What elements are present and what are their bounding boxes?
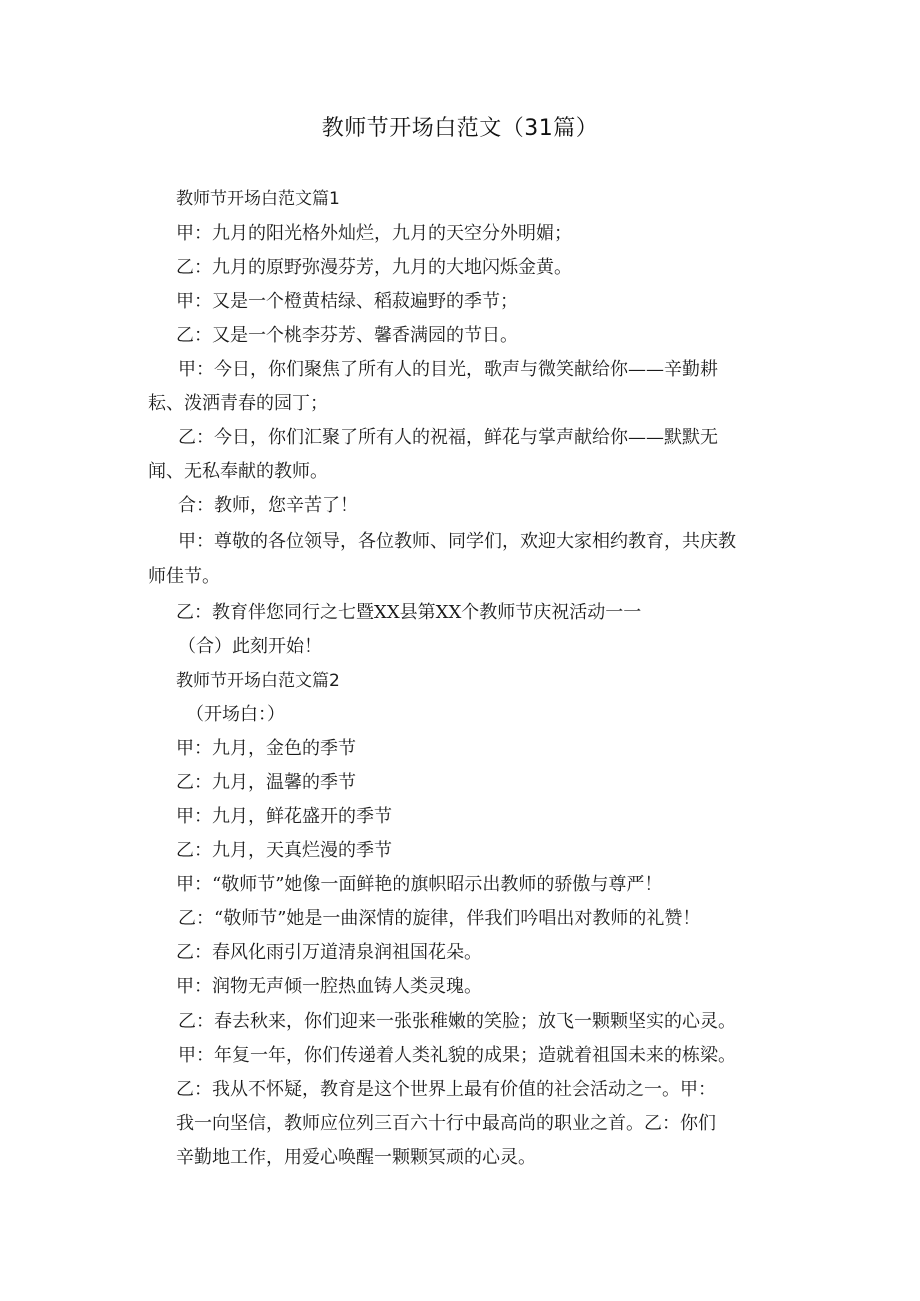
paragraph-line: 甲：九月的阳光格外灿烂，九月的天空分外明媚； <box>176 223 572 244</box>
paragraph-line: 辛勤地工作，用爱心唤醒一颗颗冥顽的心灵。 <box>176 1147 536 1168</box>
paragraph-line: 闻、无私奉献的教师。 <box>148 461 328 482</box>
paragraph-line: 乙：又是一个桃李芬芳、馨香满园的节日。 <box>176 325 518 346</box>
paragraph-line: 乙：九月，天真烂漫的季节 <box>176 840 392 861</box>
paragraph-line: 甲：年复一年，你们传递着人类礼貌的成果；造就着祖国未来的栋梁。 <box>178 1045 736 1066</box>
paragraph-line: 甲：九月，金色的季节 <box>176 738 356 759</box>
section-heading-1: 教师节开场白范文篇1 <box>176 189 340 209</box>
paragraph-line: 甲：尊敬的各位领导，各位教师、同学们，欢迎大家相约教育，共庆教 <box>178 531 736 552</box>
paragraph-line: 乙：九月的原野弥漫芬芳，九月的大地闪烁金黄。 <box>176 257 572 278</box>
paragraph-line: 乙：今日，你们汇聚了所有人的祝福，鲜花与掌声献给你——默默无 <box>178 427 718 448</box>
paragraph-line: 甲：今日，你们聚焦了所有人的目光，歌声与微笑献给你——辛勤耕 <box>178 359 718 380</box>
paragraph-line: 合：教师，您辛苦了！ <box>178 495 358 516</box>
section-heading-2: 教师节开场白范文篇2 <box>176 671 340 691</box>
paragraph-line: 我一向坚信，教师应位列三百六十行中最高尚的职业之首。乙：你们 <box>176 1113 716 1134</box>
paragraph-line: 乙：我从不怀疑，教育是这个世界上最有价值的社会活动之一。甲： <box>176 1079 716 1100</box>
paragraph-line: 甲：又是一个橙黄桔绿、稻菽遍野的季节； <box>176 291 518 312</box>
paragraph-line: 耘、泼洒青春的园丁； <box>148 393 328 414</box>
paragraph-line: 乙：春风化雨引万道清泉润祖国花朵。 <box>176 942 482 963</box>
paragraph-line: 乙：九月，温馨的季节 <box>176 772 356 793</box>
paragraph-line: （合）此刻开始！ <box>178 636 322 657</box>
paragraph-line: 乙：“敬师节”她是一曲深情的旋律，伴我们吟唱出对教师的礼赞！ <box>178 908 701 929</box>
paragraph-line: 乙：教育伴您同行之七暨XX县第XX个教师节庆祝活动一一 <box>176 602 642 623</box>
document-title: 教师节开场白范文（31篇） <box>321 116 599 141</box>
paragraph-line: 师佳节。 <box>148 566 220 587</box>
paragraph-line: （开场白：） <box>186 704 285 725</box>
paragraph-line: 乙：春去秋来，你们迎来一张张稚嫩的笑脸；放飞一颗颗坚实的心灵。 <box>178 1011 736 1032</box>
paragraph-line: 甲：润物无声倾一腔热血铸人类灵瑰。 <box>176 976 482 997</box>
paragraph-line: 甲：九月，鲜花盛开的季节 <box>176 806 392 827</box>
paragraph-line: 甲：“敬师节”她像一面鲜艳的旗帜昭示出教师的骄傲与尊严！ <box>176 874 663 895</box>
